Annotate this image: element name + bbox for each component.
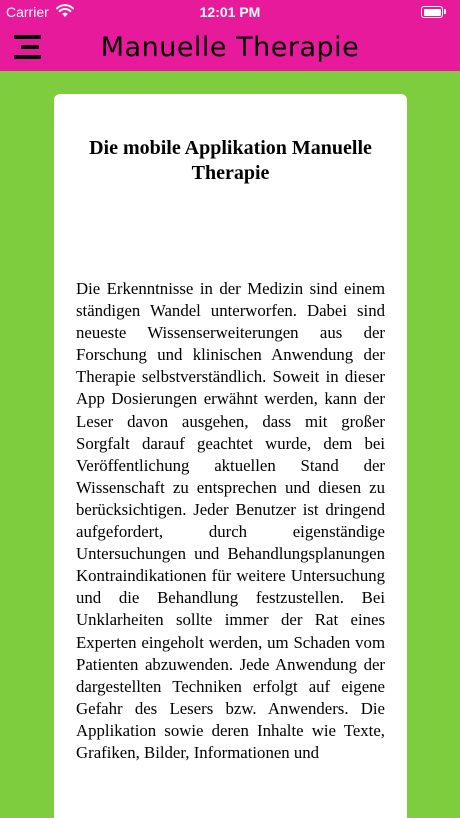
carrier-label: Carrier [6,4,49,20]
clock: 12:01 PM [199,4,261,20]
battery-tip [444,9,446,14]
content-card [54,94,407,818]
navigation-bar [0,24,460,71]
page-title: Manuelle Therapie [100,32,360,63]
content-heading: Die mobile Applikation Manuelle Therapie [89,137,372,184]
status-bar [0,0,460,24]
battery-icon [421,6,443,18]
content-body-text: Die Erkenntnisse in der Medizin sind einem ständigen Wandel unterworfen. Dabei sind neueste Wissenserweiterungen aus der Forschung und klinischen Anwendung der Therapie selbstverständlich. Soweit in dieser App Dosierungen erwähnt werden, kann der Leser davon ausgehen, dass mit großer Sorgfalt darauf geachtet wurde, dem bei Veröffentlichung aktuellen Stand der Wissenschaft zu entsprechen und diesen zu berücksichtigen. Jeder Benutzer ist dringend aufgefordert, durch eigenständige Untersuchungen und Behandlungsplanungen Kontraindikationen für weitere Untersuchung und die Behandlung festzustellen. Bei Unklarheiten sollte immer der Rat eines Experten eingeholt werden, um Schaden vom Patienten abzuwenden. Jede Anwendung der dargestellten Techniken erfolgt auf eigene Gefahr des Lesers bzw. Anwenders. Die Applikation sowie deren Inhalte wie Texte, Grafiken, Bilder, Informationen und [76,279,385,762]
